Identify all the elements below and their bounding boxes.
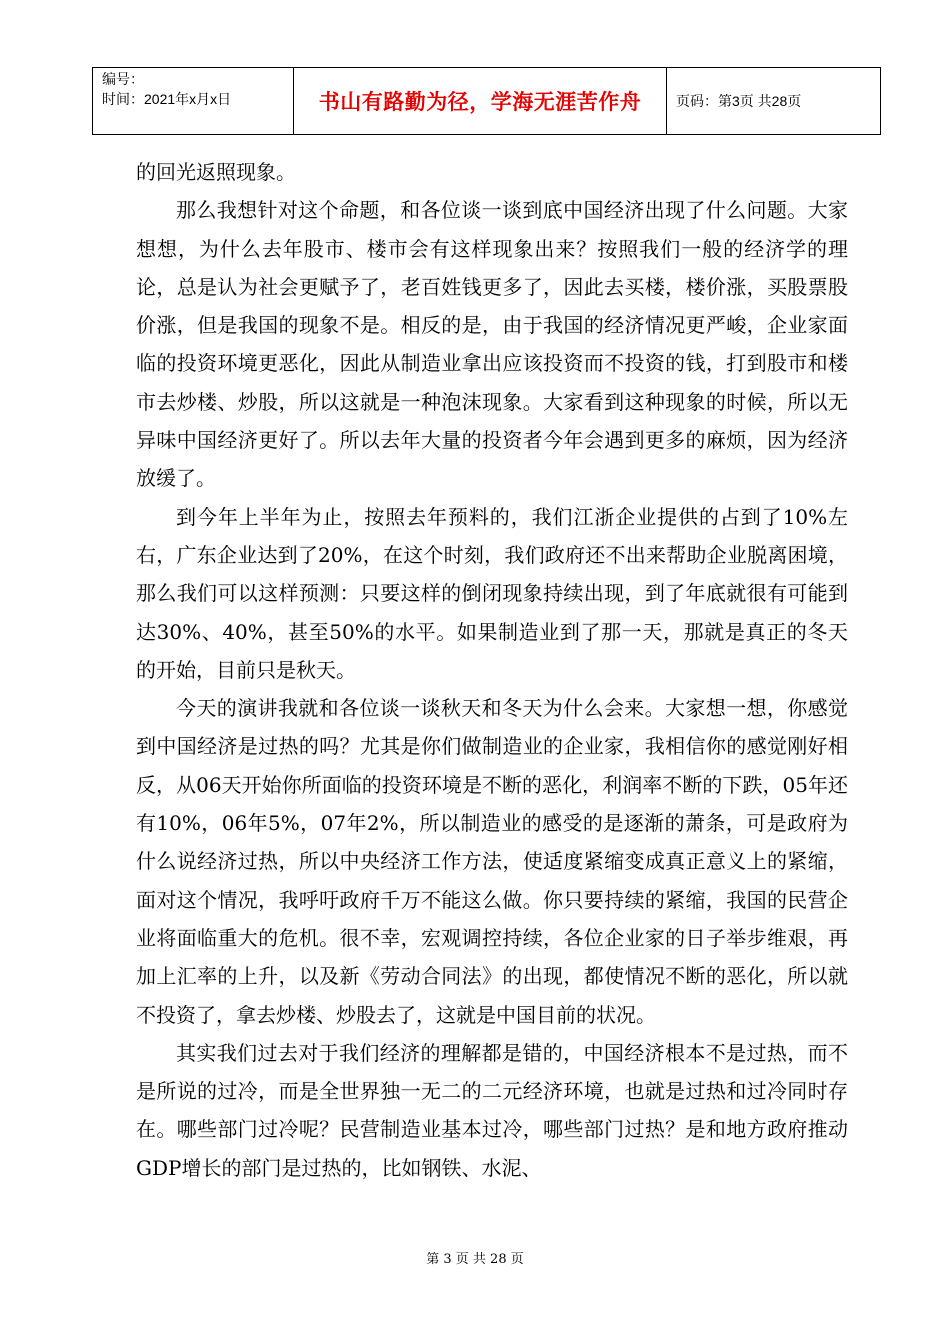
document-time-label: 时间：2021年x月x日 (102, 91, 232, 107)
paragraph: 到今年上半年为止，按照去年预料的，我们江浙企业提供的占到了10%左右，广东企业达到了20%，在这个时刻，我们政府还不出来帮助企业脱离困境，那么我们可以这样预测：只要这样的倒闭现象持续出现，到了年底就很有可能到达30%、40%，甚至50%的水平。如果制造业到了那一天，那就是真正的冬天的开始，目前只是秋天。 (136, 504, 848, 682)
header-meta (102, 69, 231, 109)
header-divider-left (92, 67, 93, 135)
document-body (136, 153, 848, 1187)
document-number-label: 编号： (102, 71, 144, 87)
header-divider-right (880, 67, 881, 135)
paragraph: 那么我想针对这个命题，和各位谈一谈到底中国经济出现了什么问题。大家想想，为什么去年股市、楼市会有这样现象出来？按照我们一般的经济学的理论，总是认为社会更赋予了，老百姓钱更多了，因此去买楼，楼价涨，买股票股价涨，但是我国的现象不是。相反的是，由于我国的经济情况更严峻，企业家面临的投资环境更恶化，因此从制造业拿出应该投资而不投资的钱，打到股市和楼市去炒楼、炒股，所以这就是一种泡沫现象。大家看到这种现象的时候，所以无异味中国经济更好了。所以去年大量的投资者今年会遇到更多的麻烦，因为经济放缓了。 (136, 198, 848, 491)
paragraph: 其实我们过去对于我们经济的理解都是错的，中国经济根本不是过热，而不是所说的过冷，而是全世界独一无二的二元经济环境，也就是过热和过冷同时存在。哪些部门过冷呢？民营制造业基本过冷，哪些部门过热？是和地方政府推动GDP增长的部门是过热的，比如钢铁、水泥、 (136, 1040, 848, 1180)
paragraph-continuation: 的回光返照现象。 (136, 160, 296, 184)
header-page-info: 页码：第3页 共28页 (676, 93, 802, 109)
header-divider-2 (666, 67, 667, 135)
page-footer: 第 3 页 共 28 页 (426, 1252, 524, 1267)
header-motto: 书山有路勤为径，学海无涯苦作舟 (318, 91, 642, 114)
paragraph: 今天的演讲我就和各位谈一谈秋天和冬天为什么会来。大家想一想，你感觉到中国经济是过热的吗？尤其是你们做制造业的企业家，我相信你的感觉刚好相反，从06天开始你所面临的投资环境是不断的恶化，利润率不断的下跌，05年还有10%，06年5%，07年2%，所以制造业的感受的是逐渐的萧条，可是政府为什么说经济过热，所以中央经济工作方法，使适度紧缩变成真正意义上的紧缩，面对这个情况，我呼吁政府千万不能这么做。你只要持续的紧缩，我国的民营企业将面临重大的危机。很不幸，宏观调控持续，各位企业家的日子举步维艰，再加上汇率的上升，以及新《劳动合同法》的出现，都使情况不断的恶化，所以就不投资了，拿去炒楼、炒股去了，这就是中国目前的状况。 (136, 696, 848, 1027)
